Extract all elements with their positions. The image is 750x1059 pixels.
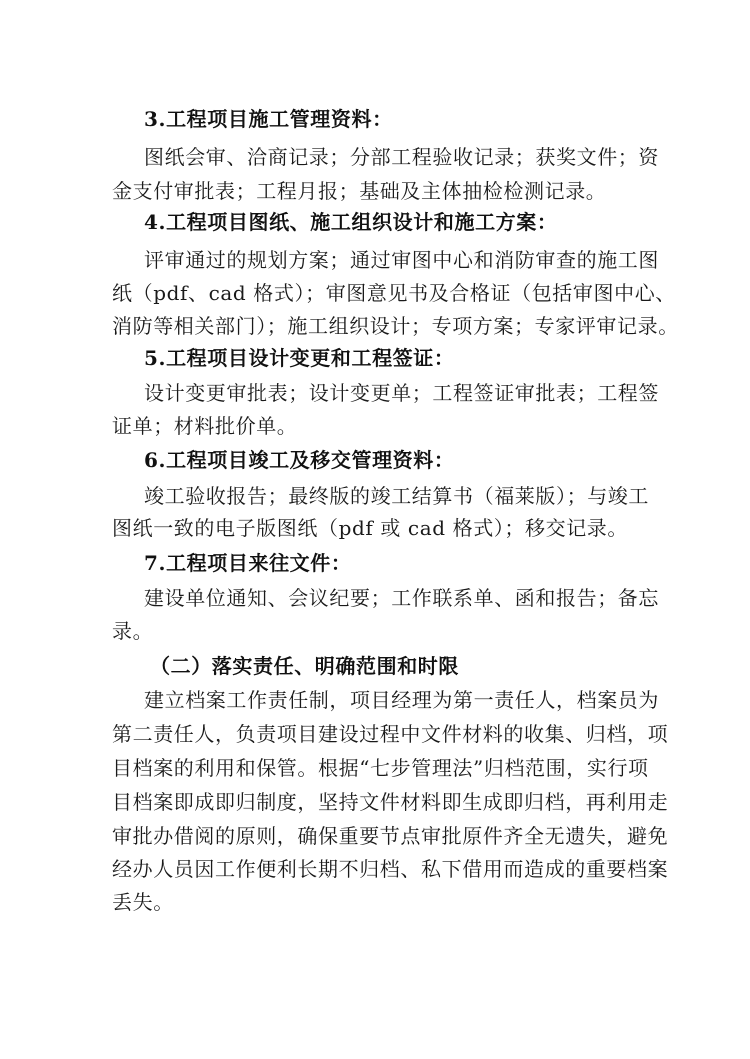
section-7-line-1: 建设单位通知、会议纪要；工作联系单、函和报告；备忘 — [144, 586, 659, 610]
section-6-line-2: 图纸一致的电子版图纸（pdf 或 cad 格式）；移交记录。 — [112, 516, 629, 540]
section-5-line-2: 证单；材料批价单。 — [112, 414, 298, 438]
subsection-heading: （二）落实责任、明确范围和时限 — [150, 654, 459, 678]
section-7-line-2: 录。 — [112, 619, 154, 643]
section-3-heading: 3.工程项目施工管理资料： — [144, 107, 393, 131]
section-6-heading: 6.工程项目竣工及移交管理资料： — [144, 448, 455, 472]
section-5-line-1: 设计变更审批表；设计变更单；工程签证审批表；工程签 — [144, 381, 659, 405]
section-4-line-3: 消防等相关部门）；施工组织设计；专项方案；专家评审记录。 — [112, 314, 679, 338]
subsection-line-6: 经办人员因工作便利长期不归档、私下借用而造成的重要档案 — [112, 857, 669, 881]
section-5-heading: 5.工程项目设计变更和工程签证： — [144, 346, 455, 370]
section-6-line-1: 竣工验收报告；最终版的竣工结算书（福莱版）；与竣工 — [144, 484, 649, 508]
section-4-line-1: 评审通过的规划方案；通过审图中心和消防审查的施工图 — [144, 248, 659, 272]
subsection-line-2: 第二责任人，负责项目建设过程中文件材料的收集、归档，项 — [112, 722, 669, 746]
subsection-line-4: 目档案即成即归制度，坚持文件材料即生成即归档，再利用走 — [112, 790, 669, 814]
subsection-line-1: 建立档案工作责任制，项目经理为第一责任人，档案员为 — [144, 688, 659, 712]
section-3-line-2: 金支付审批表；工程月报；基础及主体抽检检测记录。 — [112, 179, 607, 203]
section-4-heading: 4.工程项目图纸、施工组织设计和施工方案： — [144, 210, 558, 234]
section-7-heading: 7.工程项目来往文件： — [144, 551, 352, 575]
subsection-line-5: 审批办借阅的原则，确保重要节点审批原件齐全无遗失，避免 — [112, 824, 669, 848]
section-3-line-1: 图纸会审、洽商记录；分部工程验收记录；获奖文件；资 — [144, 145, 659, 169]
subsection-line-3: 目档案的利用和保管。根据“七步管理法”归档范围，实行项 — [112, 756, 649, 780]
section-4-line-2: 纸（pdf、cad 格式）；审图意见书及合格证（包括审图中心、 — [112, 281, 676, 305]
subsection-line-7: 丢失。 — [112, 890, 174, 914]
